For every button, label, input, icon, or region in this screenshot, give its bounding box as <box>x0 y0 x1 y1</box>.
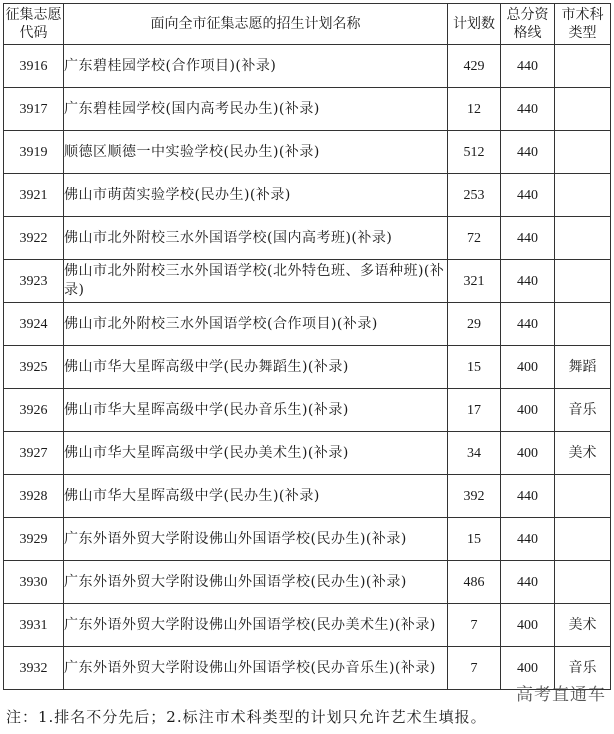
header-plan: 计划数 <box>448 4 501 45</box>
cell-plan: 321 <box>448 260 501 303</box>
footnote: 注：1.排名不分先后；2.标注市术科类型的计划只允许艺术生填报。 <box>6 708 487 726</box>
cell-score: 440 <box>501 475 555 518</box>
cell-plan: 17 <box>448 389 501 432</box>
cell-plan: 15 <box>448 518 501 561</box>
cell-name: 佛山市萌茵实验学校(民办生)(补录) <box>64 174 448 217</box>
cell-code: 3922 <box>4 217 64 260</box>
table-body <box>4 45 611 690</box>
header-code: 征集志愿代码 <box>4 4 64 45</box>
cell-name: 佛山市华大星晖高级中学(民办生)(补录) <box>64 475 448 518</box>
cell-name: 佛山市北外附校三水外国语学校(合作项目)(补录) <box>64 303 448 346</box>
table-row <box>4 389 611 432</box>
table-row <box>4 131 611 174</box>
table-row <box>4 260 611 303</box>
cell-art <box>555 518 611 561</box>
cell-plan: 486 <box>448 561 501 604</box>
table-row <box>4 45 611 88</box>
cell-name: 广东外语外贸大学附设佛山外国语学校(民办生)(补录) <box>64 561 448 604</box>
cell-name: 佛山市华大星晖高级中学(民办音乐生)(补录) <box>64 389 448 432</box>
cell-score: 400 <box>501 647 555 690</box>
cell-art <box>555 217 611 260</box>
cell-score: 400 <box>501 432 555 475</box>
cell-plan: 253 <box>448 174 501 217</box>
cell-art: 舞蹈 <box>555 346 611 389</box>
cell-art <box>555 303 611 346</box>
cell-name: 佛山市华大星晖高级中学(民办舞蹈生)(补录) <box>64 346 448 389</box>
cell-art <box>555 131 611 174</box>
cell-code: 3932 <box>4 647 64 690</box>
table-row <box>4 217 611 260</box>
cell-plan: 12 <box>448 88 501 131</box>
cell-art <box>555 561 611 604</box>
cell-name: 广东外语外贸大学附设佛山外国语学校(民办美术生)(补录) <box>64 604 448 647</box>
cell-code: 3923 <box>4 260 64 303</box>
cell-plan: 392 <box>448 475 501 518</box>
cell-plan: 15 <box>448 346 501 389</box>
table-row <box>4 346 611 389</box>
cell-code: 3928 <box>4 475 64 518</box>
cell-score: 440 <box>501 45 555 88</box>
cell-plan: 34 <box>448 432 501 475</box>
cell-code: 3926 <box>4 389 64 432</box>
cell-score: 440 <box>501 303 555 346</box>
cell-art <box>555 174 611 217</box>
cell-score: 400 <box>501 346 555 389</box>
table-row <box>4 475 611 518</box>
cell-score: 400 <box>501 389 555 432</box>
table-row <box>4 174 611 217</box>
watermark: 高考直通车 <box>516 685 606 705</box>
cell-score: 400 <box>501 604 555 647</box>
cell-score: 440 <box>501 88 555 131</box>
cell-art: 音乐 <box>555 389 611 432</box>
cell-art: 音乐 <box>555 647 611 690</box>
table-row <box>4 303 611 346</box>
cell-name: 广东外语外贸大学附设佛山外国语学校(民办音乐生)(补录) <box>64 647 448 690</box>
cell-name: 广东外语外贸大学附设佛山外国语学校(民办生)(补录) <box>64 518 448 561</box>
cell-score: 440 <box>501 131 555 174</box>
cell-code: 3921 <box>4 174 64 217</box>
cell-code: 3930 <box>4 561 64 604</box>
table-row <box>4 88 611 131</box>
cell-name: 佛山市华大星晖高级中学(民办美术生)(补录) <box>64 432 448 475</box>
table-row <box>4 604 611 647</box>
cell-plan: 72 <box>448 217 501 260</box>
cell-score: 440 <box>501 260 555 303</box>
cell-plan: 7 <box>448 604 501 647</box>
cell-code: 3919 <box>4 131 64 174</box>
cell-plan: 512 <box>448 131 501 174</box>
cell-art <box>555 475 611 518</box>
table-row <box>4 518 611 561</box>
cell-art <box>555 260 611 303</box>
cell-art <box>555 88 611 131</box>
cell-plan: 429 <box>448 45 501 88</box>
table-row <box>4 432 611 475</box>
cell-code: 3931 <box>4 604 64 647</box>
cell-art: 美术 <box>555 604 611 647</box>
cell-score: 440 <box>501 174 555 217</box>
cell-code: 3916 <box>4 45 64 88</box>
cell-plan: 29 <box>448 303 501 346</box>
cell-name: 广东碧桂园学校(合作项目)(补录) <box>64 45 448 88</box>
cell-code: 3924 <box>4 303 64 346</box>
cell-code: 3925 <box>4 346 64 389</box>
cell-code: 3917 <box>4 88 64 131</box>
header-name: 面向全市征集志愿的招生计划名称 <box>64 4 448 45</box>
cell-score: 440 <box>501 518 555 561</box>
header-score: 总分资格线 <box>501 4 555 45</box>
enrollment-plan-table <box>3 3 611 690</box>
table-header-row <box>4 4 611 45</box>
cell-code: 3929 <box>4 518 64 561</box>
cell-score: 440 <box>501 217 555 260</box>
cell-art <box>555 45 611 88</box>
cell-name: 顺德区顺德一中实验学校(民办生)(补录) <box>64 131 448 174</box>
cell-code: 3927 <box>4 432 64 475</box>
cell-name: 广东碧桂园学校(国内高考民办生)(补录) <box>64 88 448 131</box>
cell-plan: 7 <box>448 647 501 690</box>
cell-score: 440 <box>501 561 555 604</box>
header-art: 市术科类型 <box>555 4 611 45</box>
cell-name: 佛山市北外附校三水外国语学校(国内高考班)(补录) <box>64 217 448 260</box>
table-row <box>4 561 611 604</box>
cell-art: 美术 <box>555 432 611 475</box>
cell-name: 佛山市北外附校三水外国语学校(北外特色班、多语种班)(补录) <box>64 260 448 303</box>
